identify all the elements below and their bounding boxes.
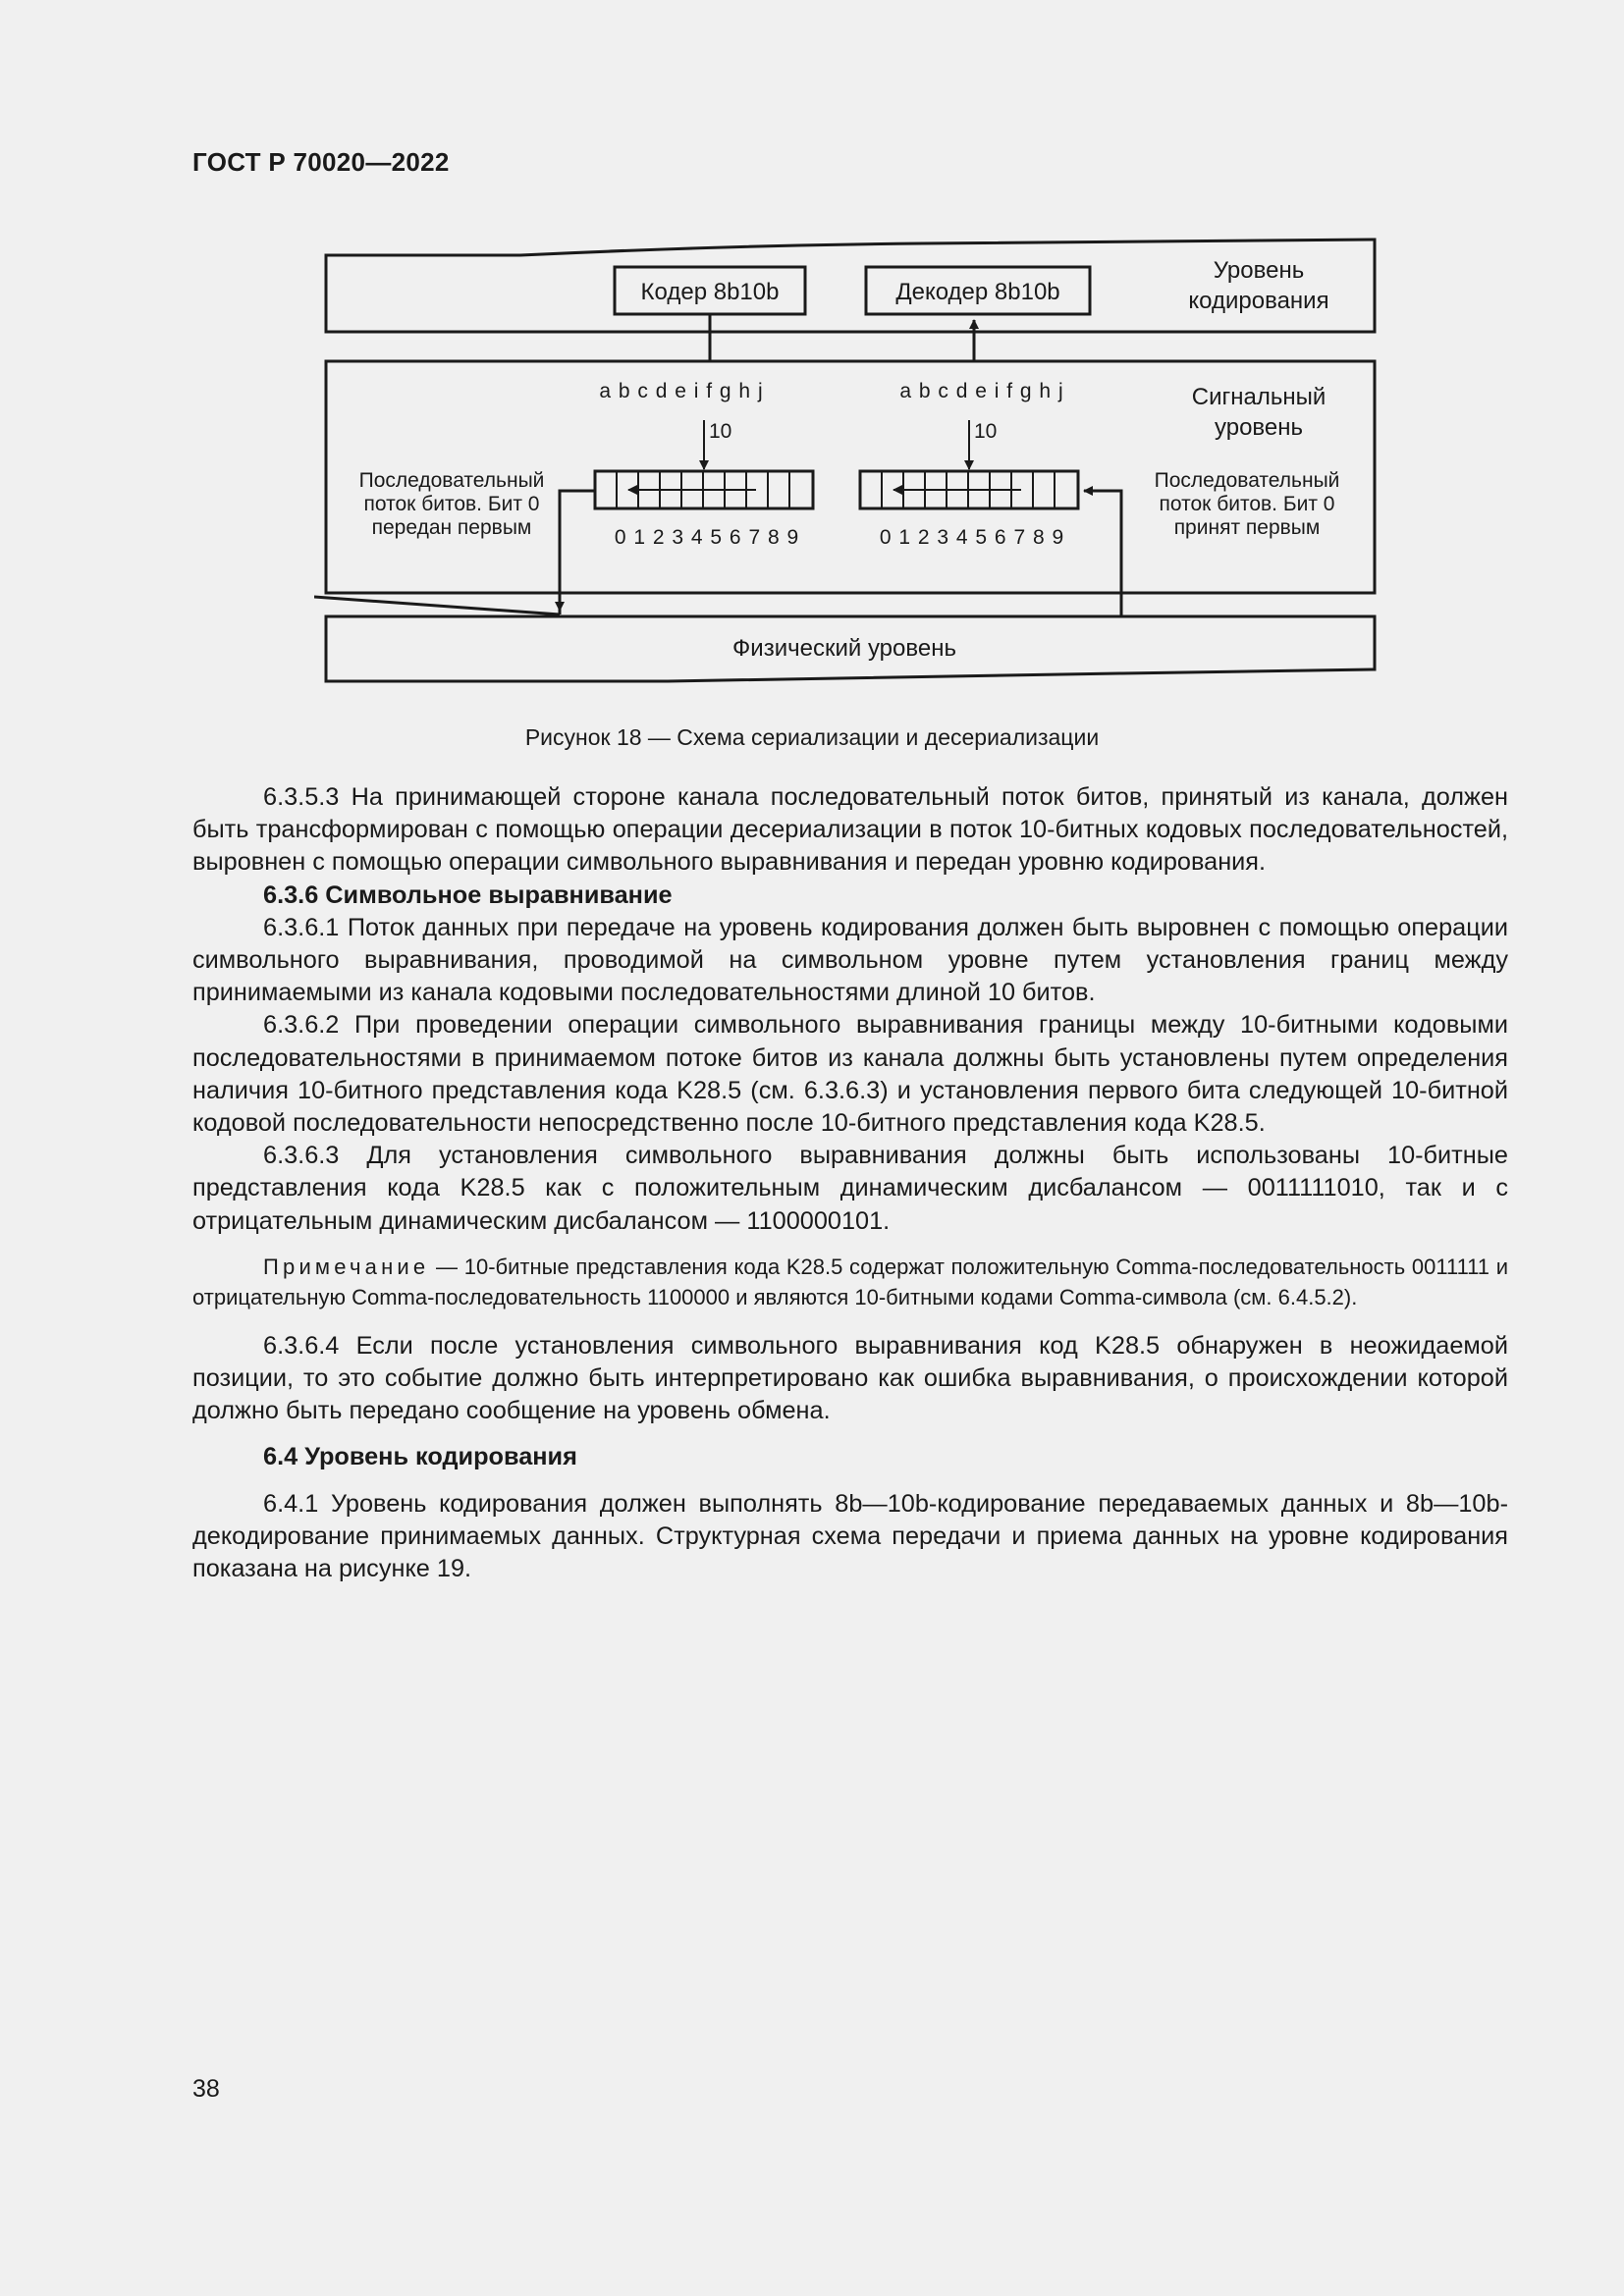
rx-note-line1: Последовательный <box>1154 469 1340 492</box>
signal-level-label-line2: уровень <box>1214 414 1304 441</box>
rx-note-line3: принят первым <box>1173 516 1321 539</box>
tx-note-line1: Последовательный <box>358 469 545 492</box>
paragraph-6-3-5-3: 6.3.5.3 На принимающей стороне канала последовательный поток битов, принятый из канала, должен быть трансформирован с помощью операции десериализации в поток 10-битных кодовых последовательностей, выровнен с помощью операции символьного выравнивания и передан уровню кодирования. <box>192 783 1508 877</box>
note <box>192 1252 1508 1312</box>
tx-bits-letters: a b c d e i f g h j <box>599 380 764 402</box>
paragraph-6-4-1: 6.4.1 Уровень кодирования должен выполнять 8b—10b-кодирование передаваемых данных и 8b—10b-декодирование принимаемых данных. Структурная схема передачи и приема данных на уровне кодирования показана на рисунке 19. <box>192 1489 1508 1583</box>
serialization-diagram <box>314 234 1384 695</box>
rx-bit-indices: 0 1 2 3 4 5 6 7 8 9 <box>879 526 1065 549</box>
figure-caption: Рисунок 18 — Схема сериализации и десериализации <box>524 724 1100 750</box>
paragraph-6-3-6-3: 6.3.6.3 Для установления символьного выравнивания должны быть использованы 10-битные представления кода K28.5 как с положительным динамическим дисбалансом — 0011111010, так и с отрицательным динамическим дисбалансом — 1100000101. <box>192 1142 1508 1235</box>
decoder-label: Декодер 8b10b <box>895 279 1060 305</box>
coding-level-box <box>326 240 1375 332</box>
coding-level-label-line2: кодирования <box>1188 288 1329 314</box>
note-label: Примечание <box>263 1254 430 1279</box>
rx-note-line2: поток битов. Бит 0 <box>1159 493 1335 515</box>
page-number: 38 <box>192 2075 220 2103</box>
paragraph-6-3-6-2: 6.3.6.2 При проведении операции символьного выравнивания границы между 10-битными кодовыми последовательностями в принимаемом потоке битов из канала должны быть установлены путем определения наличия 10-битного представления кода K28.5 (см. 6.3.6.3) и установления первого бита следующей 10-битной кодовой последовательности непосредственно после 10-битного представления кода K28.5. <box>192 1011 1508 1138</box>
heading-6-3-6: 6.3.6 Символьное выравнивание <box>263 881 673 909</box>
tx-bus-width: 10 <box>709 420 732 443</box>
paragraph-6-3-6-4: 6.3.6.4 Если после установления символьного выравнивания код K28.5 обнаружен в неожидаемой позиции, то это событие должно быть интерпретировано как ошибка выравнивания, о происхождении которой должно быть передано сообщение на уровень обмена. <box>192 1331 1508 1425</box>
tx-bit-indices: 0 1 2 3 4 5 6 7 8 9 <box>614 526 800 549</box>
document-header: ГОСТ Р 70020—2022 <box>192 147 450 177</box>
rx-bits-letters: a b c d e i f g h j <box>899 380 1064 402</box>
coding-level-label-line1: Уровень <box>1213 257 1305 284</box>
document-body <box>192 781 1508 1585</box>
signal-level-label-line1: Сигнальный <box>1191 384 1326 410</box>
encoder-label: Кодер 8b10b <box>640 279 780 305</box>
heading-6-4: 6.4 Уровень кодирования <box>263 1443 577 1471</box>
rx-bus-width: 10 <box>974 420 998 443</box>
paragraph-6-3-6-1: 6.3.6.1 Поток данных при передаче на уровень кодирования должен быть выровнен с помощью операции символьного выравнивания, проводимой на символьном уровне путем установления границ между принимаемыми из канала кодовыми последовательностями длиной 10 битов. <box>192 913 1508 1007</box>
physical-level-label: Физический уровень <box>732 635 956 662</box>
tx-note-line2: поток битов. Бит 0 <box>363 493 540 515</box>
note-text: — 10-битные представления кода K28.5 содержат положительную Comma-последовательность 0011111 и отрицательную Comma-последовательность 1100000 и являются 10-битными кодами Comma-символа (см. 6.4.5.2). <box>192 1254 1508 1309</box>
tx-note-line3: передан первым <box>371 516 532 539</box>
